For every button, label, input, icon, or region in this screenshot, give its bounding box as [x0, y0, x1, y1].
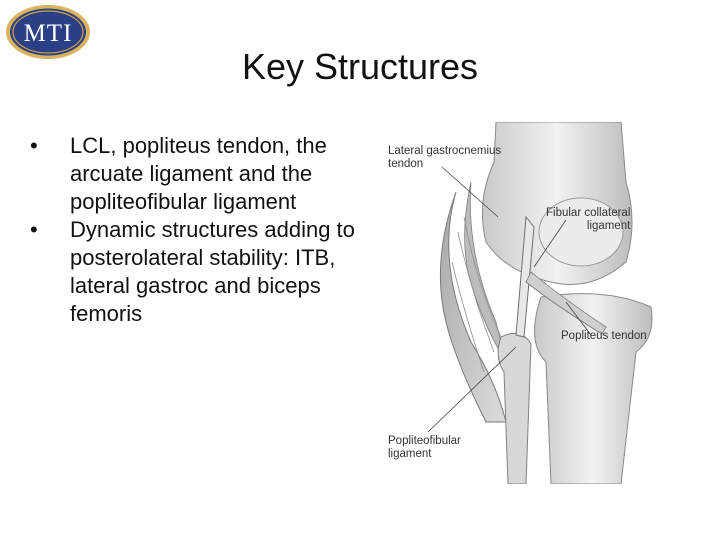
- label-popliteus-tendon: Popliteus tendon: [561, 330, 647, 342]
- bullet-marker: •: [30, 133, 38, 158]
- label-lateral-gastrocnemius: Lateral gastrocnemius tendon: [388, 145, 502, 170]
- label-fibular-collateral-ligament: Fibular collateral ligament: [546, 207, 631, 232]
- logo-text: MTI: [23, 20, 73, 47]
- bullet-text: LCL, popliteus tendon, the arcuate ligament and the popliteofibular ligament: [70, 133, 327, 214]
- bullet-marker: •: [30, 217, 38, 242]
- bullet-item: [30, 132, 360, 216]
- bullet-list: [30, 132, 360, 328]
- bullet-item: [30, 216, 360, 328]
- label-popliteofibular-ligament: Popliteofibular ligament: [388, 435, 461, 460]
- bullet-text: Dynamic structures adding to posterolateral stability: ITB, lateral gastroc and biceps femoris: [70, 217, 355, 326]
- knee-anatomy-figure: [376, 122, 676, 484]
- slide-title: Key Structures: [241, 46, 479, 87]
- knee-illustration: [376, 122, 676, 484]
